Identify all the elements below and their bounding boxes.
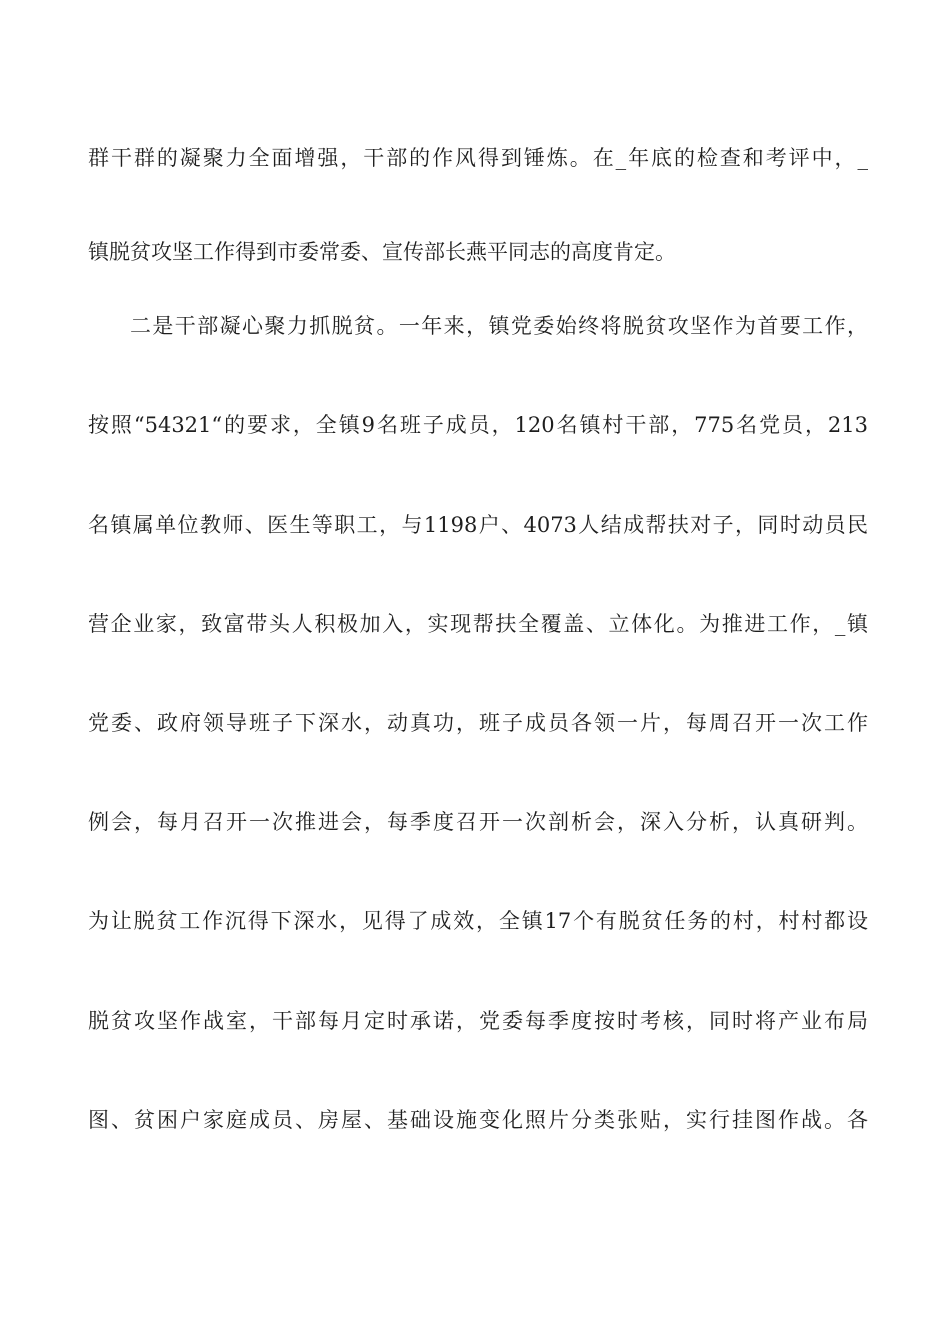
paragraph-line-6: 营企业家，致富带头人积极加入，实现帮扶全覆盖、立体化。为推进工作，_镇 xyxy=(88,612,868,636)
paragraph-line-3: 二是干部凝心聚力抓脱贫。一年来，镇党委始终将脱贫攻坚作为首要工作， xyxy=(130,314,868,338)
paragraph-line-2: 镇脱贫攻坚工作得到市委常委、宣传部长燕平同志的高度肯定。 xyxy=(88,240,676,264)
paragraph-line-4: 按照“54321“的要求，全镇9名班子成员，120名镇村干部，775名党员，213 xyxy=(88,413,868,437)
paragraph-line-7: 党委、政府领导班子下深水，动真功，班子成员各领一片，每周召开一次工作 xyxy=(88,711,868,735)
paragraph-line-9: 为让脱贫工作沉得下深水，见得了成效，全镇17个有脱贫任务的村，村村都设 xyxy=(88,909,868,933)
paragraph-line-1: 群干群的凝聚力全面增强，干部的作风得到锤炼。在_年底的检查和考评中，_ xyxy=(88,146,868,170)
paragraph-line-10: 脱贫攻坚作战室，干部每月定时承诺，党委每季度按时考核，同时将产业布局 xyxy=(88,1009,868,1033)
paragraph-line-5: 名镇属单位教师、医生等职工，与1198户、4073人结成帮扶对子，同时动员民 xyxy=(88,513,868,537)
paragraph-line-11: 图、贫困户家庭成员、房屋、基础设施变化照片分类张贴，实行挂图作战。各 xyxy=(88,1108,868,1132)
paragraph-line-8: 例会，每月召开一次推进会，每季度召开一次剖析会，深入分析，认真研判。 xyxy=(88,810,868,834)
